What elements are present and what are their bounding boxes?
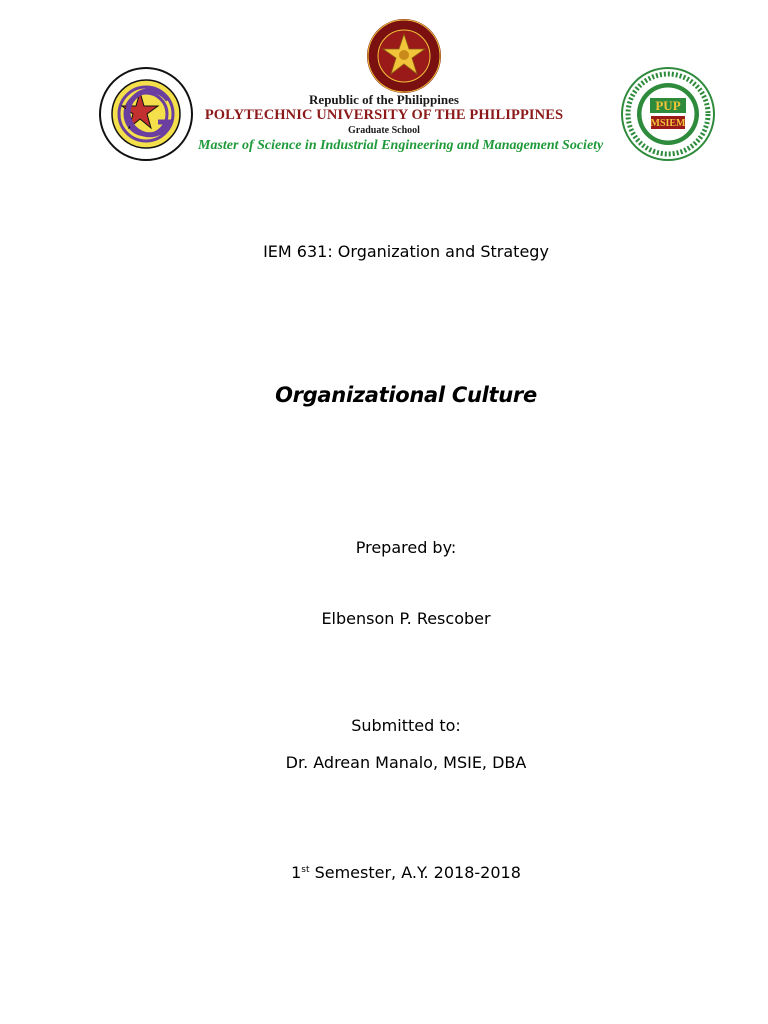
semester-number: 1 xyxy=(291,863,302,882)
document-title: Organizational Culture xyxy=(275,383,537,407)
header-republic: Republic of the Philippines xyxy=(309,92,459,107)
pup-seal-icon xyxy=(366,18,442,94)
svg-text:MSIEM: MSIEM xyxy=(650,118,686,129)
course-title: IEM 631: Organization and Strategy xyxy=(263,242,549,261)
semester-suffix: st xyxy=(301,865,310,875)
header-university: POLYTECHNIC UNIVERSITY OF THE PHILIPPINES xyxy=(204,107,564,123)
prepared-by-name: Elbenson P. Rescober xyxy=(321,609,491,628)
header-society: Master of Science in Industrial Engineering and Management Society xyxy=(198,138,604,153)
prepared-by-label: Prepared by: xyxy=(355,538,457,557)
svg-text:PUP: PUP xyxy=(655,98,681,113)
semester-text: Semester, A.Y. 2018-2018 xyxy=(309,863,521,882)
header-graduate-school: Graduate School xyxy=(348,125,420,136)
semester-line xyxy=(0,863,768,882)
submitted-to-label: Submitted to: xyxy=(351,716,461,735)
submitted-to-name: Dr. Adrean Manalo, MSIE, DBA xyxy=(285,753,527,772)
